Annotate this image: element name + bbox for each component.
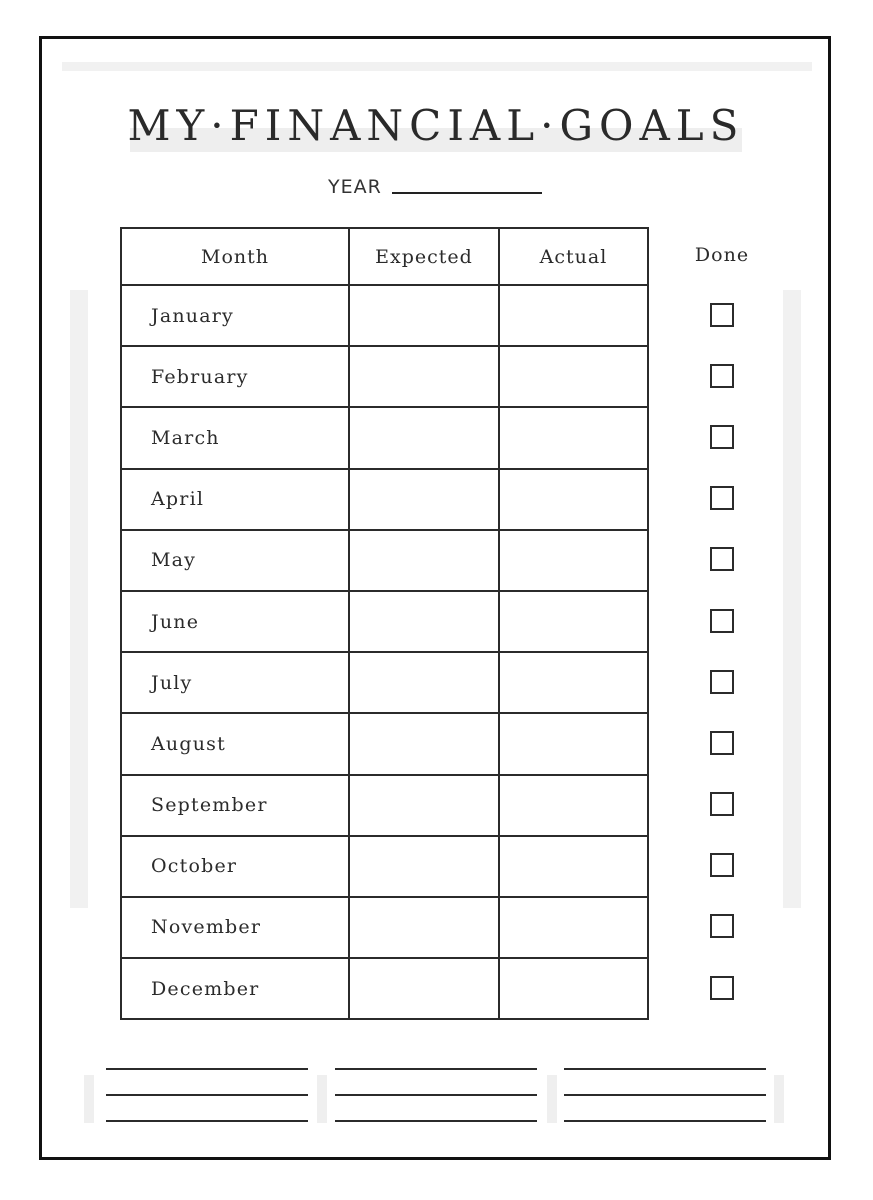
month-cell: March [121, 407, 349, 468]
expected-cell[interactable] [349, 897, 499, 958]
done-checkbox[interactable] [710, 976, 734, 1000]
month-cell: May [121, 530, 349, 591]
expected-cell[interactable] [349, 530, 499, 591]
month-cell: January [121, 285, 349, 346]
table-row [121, 530, 648, 591]
actual-cell[interactable] [499, 713, 648, 774]
actual-cell[interactable] [499, 775, 648, 836]
done-cell [672, 774, 772, 835]
done-checkbox[interactable] [710, 731, 734, 755]
page-title: MY·FINANCIAL·GOALS [127, 101, 745, 150]
month-cell: September [121, 775, 349, 836]
month-cell: April [121, 469, 349, 530]
actual-cell[interactable] [499, 836, 648, 897]
table-row [121, 775, 648, 836]
note-line[interactable] [106, 1068, 308, 1070]
notes-divider [774, 1075, 784, 1123]
notes-area [84, 1065, 784, 1123]
note-line[interactable] [335, 1068, 537, 1070]
expected-cell[interactable] [349, 285, 499, 346]
table-row [121, 407, 648, 468]
left-decorative-bar [70, 290, 88, 908]
done-cell [672, 284, 772, 345]
done-checkbox[interactable] [710, 670, 734, 694]
note-line[interactable] [335, 1120, 537, 1122]
table-row [121, 469, 648, 530]
right-decorative-bar [783, 290, 801, 908]
notes-divider [317, 1075, 327, 1123]
expected-cell[interactable] [349, 958, 499, 1019]
done-checkbox[interactable] [710, 425, 734, 449]
actual-cell[interactable] [499, 591, 648, 652]
year-label: YEAR [328, 176, 382, 198]
expected-cell[interactable] [349, 591, 499, 652]
done-checkbox[interactable] [710, 853, 734, 877]
table-row [121, 591, 648, 652]
expected-cell[interactable] [349, 407, 499, 468]
month-cell: June [121, 591, 349, 652]
done-cell [672, 651, 772, 712]
year-input-line[interactable] [392, 192, 542, 194]
note-line[interactable] [335, 1094, 537, 1096]
table-row [121, 652, 648, 713]
note-line[interactable] [106, 1094, 308, 1096]
actual-cell[interactable] [499, 652, 648, 713]
expected-cell[interactable] [349, 346, 499, 407]
table-row [121, 285, 648, 346]
table-row [121, 897, 648, 958]
done-cell [672, 345, 772, 406]
done-cell [672, 896, 772, 957]
note-line[interactable] [106, 1120, 308, 1122]
done-cell [672, 957, 772, 1018]
header-month: Month [121, 228, 349, 285]
header-expected: Expected [349, 228, 499, 285]
expected-cell[interactable] [349, 652, 499, 713]
done-checkbox[interactable] [710, 792, 734, 816]
expected-cell[interactable] [349, 713, 499, 774]
goals-table [120, 227, 649, 1020]
actual-cell[interactable] [499, 958, 648, 1019]
year-row [328, 170, 542, 200]
table-row [121, 958, 648, 1019]
month-cell: October [121, 836, 349, 897]
done-checkbox[interactable] [710, 547, 734, 571]
notes-divider [84, 1075, 94, 1123]
done-cell [672, 468, 772, 529]
done-cell [672, 529, 772, 590]
month-cell: November [121, 897, 349, 958]
note-line[interactable] [564, 1094, 766, 1096]
table-row [121, 346, 648, 407]
done-checkbox[interactable] [710, 609, 734, 633]
header-done: Done [694, 244, 750, 266]
note-line[interactable] [564, 1120, 766, 1122]
month-cell: July [121, 652, 349, 713]
expected-cell[interactable] [349, 836, 499, 897]
month-cell: February [121, 346, 349, 407]
actual-cell[interactable] [499, 285, 648, 346]
table-row [121, 836, 648, 897]
done-checkbox[interactable] [710, 364, 734, 388]
actual-cell[interactable] [499, 346, 648, 407]
table-row [121, 713, 648, 774]
actual-cell[interactable] [499, 469, 648, 530]
expected-cell[interactable] [349, 469, 499, 530]
done-cell [672, 712, 772, 773]
done-cell [672, 835, 772, 896]
note-line[interactable] [564, 1068, 766, 1070]
done-checkbox[interactable] [710, 486, 734, 510]
done-checkbox[interactable] [710, 914, 734, 938]
month-cell: August [121, 713, 349, 774]
expected-cell[interactable] [349, 775, 499, 836]
top-decorative-bar [62, 62, 812, 71]
month-cell: December [121, 958, 349, 1019]
actual-cell[interactable] [499, 530, 648, 591]
done-cell [672, 590, 772, 651]
actual-cell[interactable] [499, 897, 648, 958]
done-checkbox[interactable] [710, 303, 734, 327]
table-header-row [121, 228, 648, 285]
notes-divider [547, 1075, 557, 1123]
done-column [672, 284, 772, 1018]
actual-cell[interactable] [499, 407, 648, 468]
header-actual: Actual [499, 228, 648, 285]
done-cell [672, 406, 772, 467]
